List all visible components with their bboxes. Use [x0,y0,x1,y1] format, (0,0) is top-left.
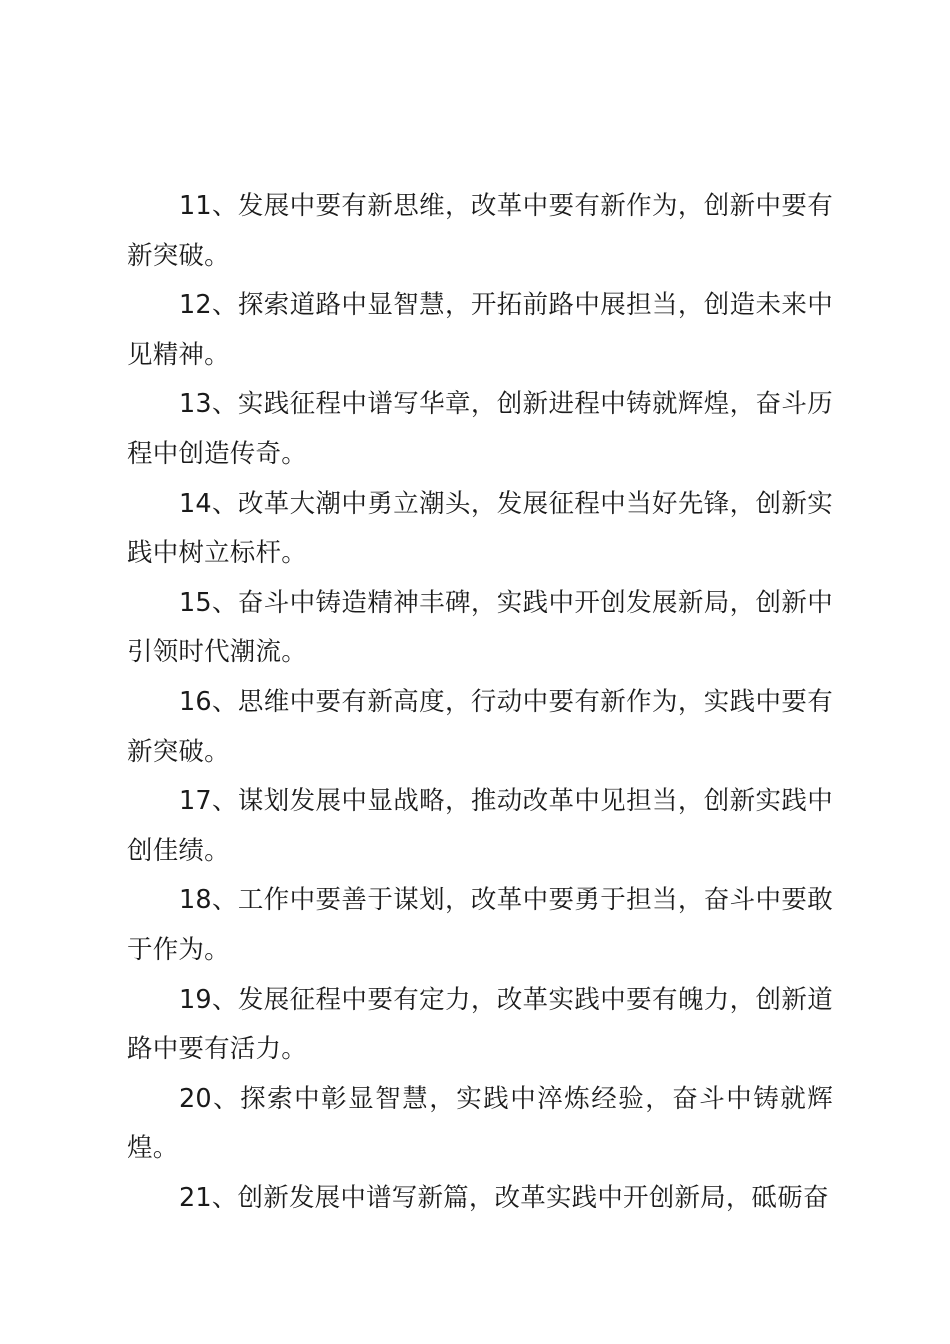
paragraph-12: 12、探索道路中显智慧，开拓前路中展担当，创造未来中见精神。 [127,290,833,370]
paragraph-20: 20、探索中彰显智慧，实践中淬炼经验，奋斗中铸就辉煌。 [127,1083,833,1164]
paragraph-21: 21、创新发展中谱写新篇，改革实践中开创新局，砥砺奋 [179,1182,829,1213]
paragraph-11: 11、发展中要有新思维，改革中要有新作为，创新中要有新突破。 [127,191,833,271]
document-body [127,182,833,1223]
paragraph-18: 18、工作中要善于谋划，改革中要勇于担当，奋斗中要敢于作为。 [127,885,833,965]
paragraph-15: 15、奋斗中铸造精神丰碑，实践中开创发展新局，创新中引领时代潮流。 [127,587,833,668]
paragraph-19: 19、发展征程中要有定力，改革实践中要有魄力，创新道路中要有活力。 [127,984,833,1065]
paragraph-13: 13、实践征程中谱写华章，创新进程中铸就辉煌，奋斗历程中创造传奇。 [127,389,833,469]
paragraph-16: 16、思维中要有新高度，行动中要有新作为，实践中要有新突破。 [127,686,833,767]
paragraph-14: 14、改革大潮中勇立潮头，发展征程中当好先锋，创新实践中树立标杆。 [127,488,833,569]
paragraph-17: 17、谋划发展中显战略，推动改革中见担当，创新实践中创佳绩。 [127,786,833,866]
